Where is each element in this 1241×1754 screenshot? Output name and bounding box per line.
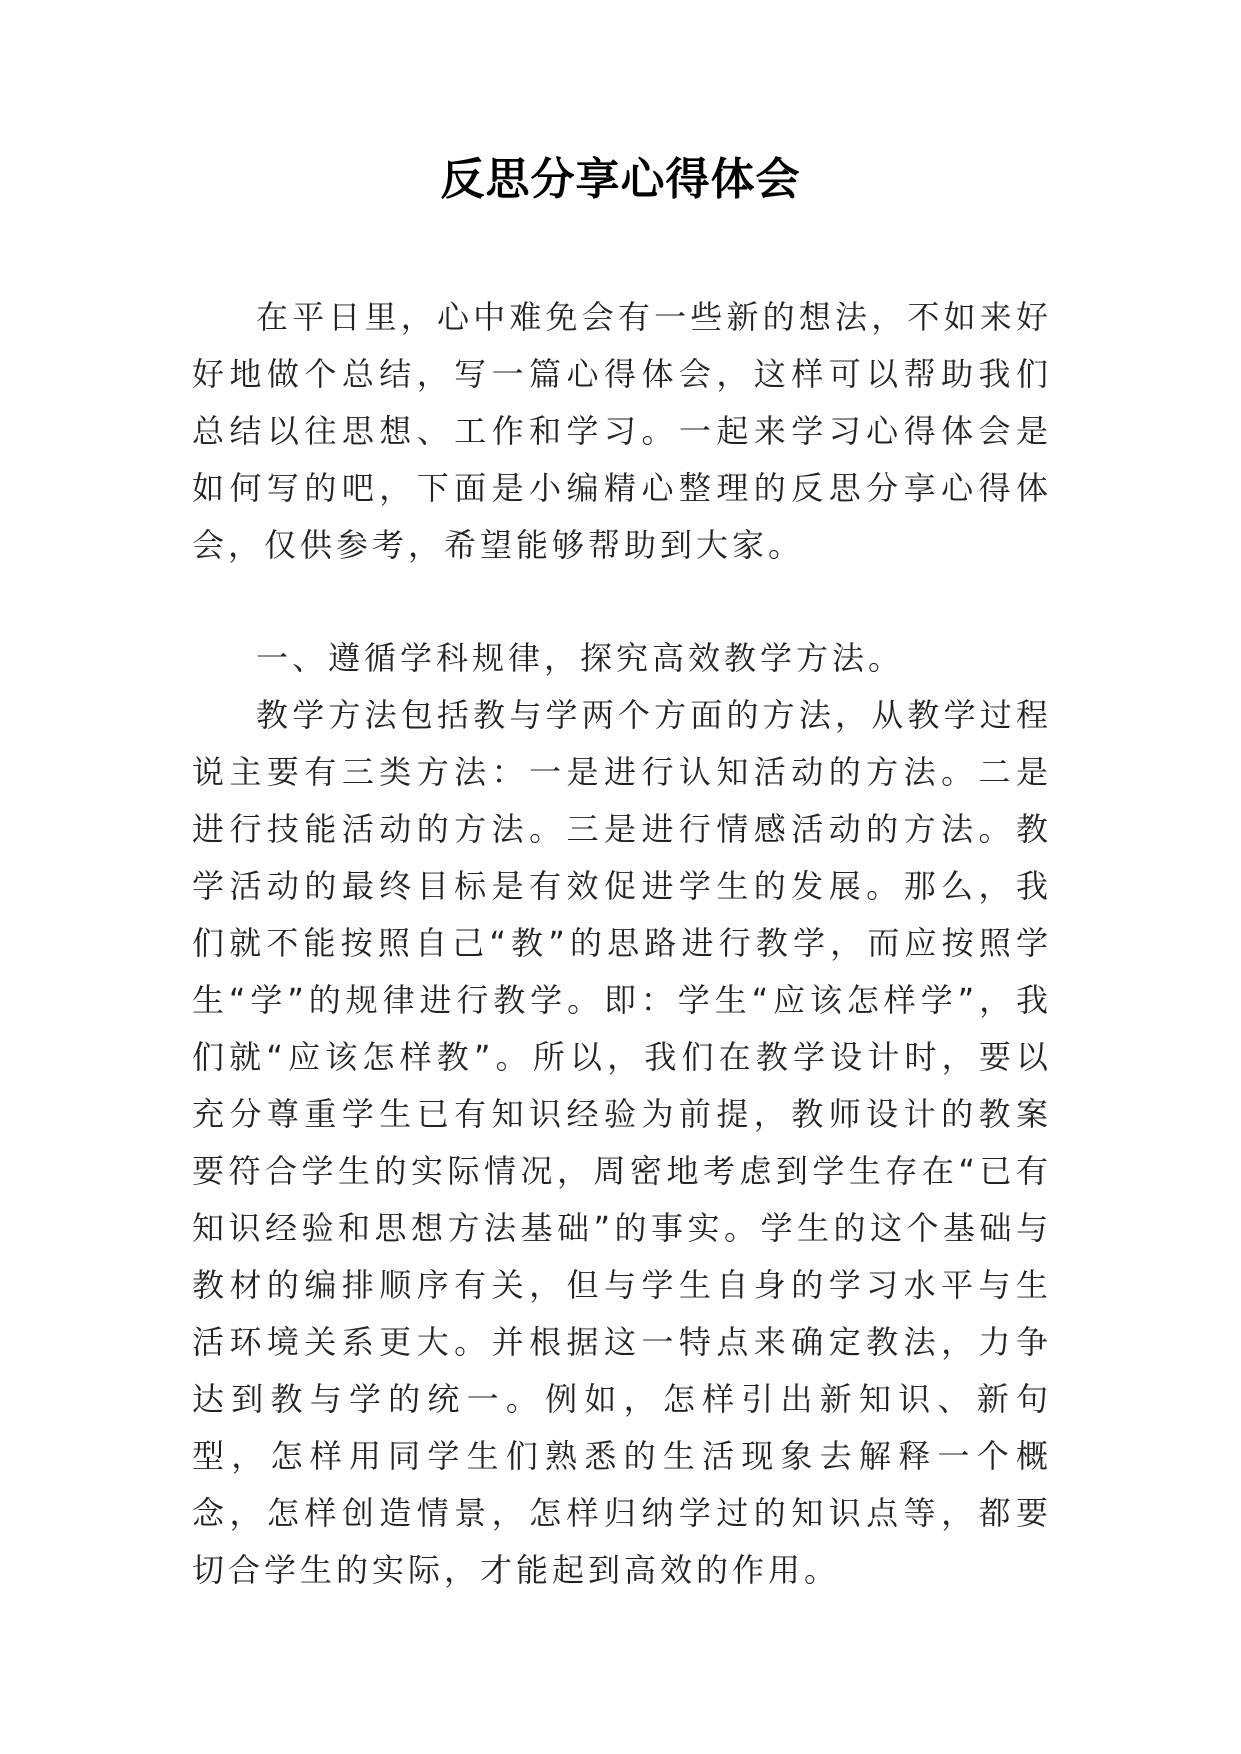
- intro-block: [192, 289, 1052, 574]
- section-1: [192, 630, 1052, 1599]
- document-title: 反思分享心得体会: [440, 154, 801, 205]
- section-paragraph: 教学方法包括教与学两个方面的方法，从教学过程说主要有三类方法：一是进行认知活动的方法。二是进行技能活动的方法。三是进行情感活动的方法。教学活动的最终目标是有效促进学生的发展。那么，我们就不能按照自己“教”的思路进行教学，而应按照学生“学”的规律进行教学。即：学生“应该怎样学”，我们就“应该怎样教”。所以，我们在教学设计时，要以充分尊重学生已有知识经验为前提，教师设计的教案要符合学生的实际情况，周密地考虑到学生存在“已有知识经验和思想方法基础”的事实。学生的这个基础与教材的编排顺序有关，但与学生自身的学习水平与生活环境关系更大。并根据这一特点来确定教法，力争达到教与学的统一。例如，怎样引出新知识、新句型，怎样用同学生们熟悉的生活现象去解释一个概念，怎样创造情景，怎样归纳学过的知识点等，都要切合学生的实际，才能起到高效的作用。: [192, 696, 1052, 1589]
- intro-paragraph: 在平日里，心中难免会有一些新的想法，不如来好好地做个总结，写一篇心得体会，这样可以帮助我们总结以往思想、工作和学习。一起来学习心得体会是如何写的吧，下面是小编精心整理的反思分享心得体会，仅供参考，希望能够帮助到大家。: [192, 298, 1052, 564]
- section-heading: 一、遵循学科规律，探究高效教学方法。: [256, 639, 905, 677]
